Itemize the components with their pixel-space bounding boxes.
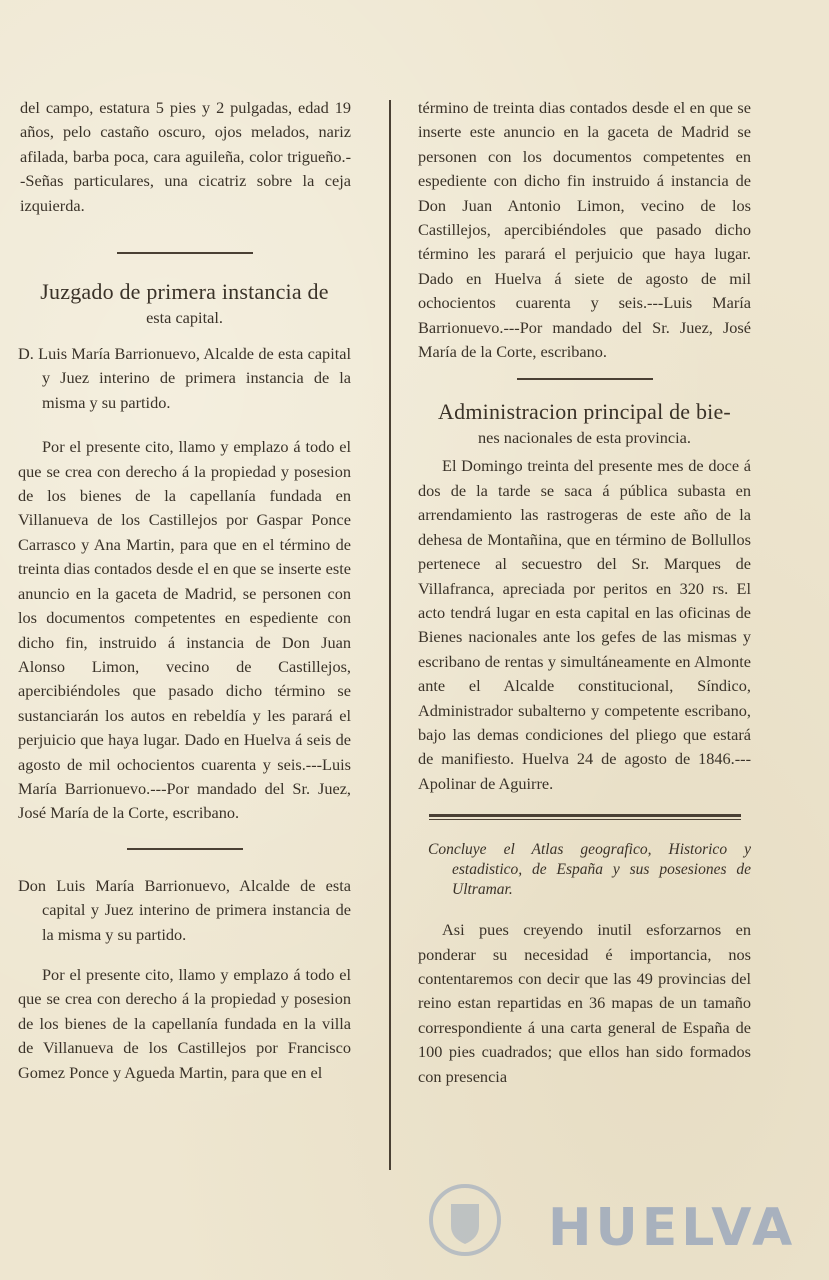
- double-rule: [418, 814, 751, 820]
- double-rule-bottom: [429, 819, 741, 820]
- library-seal-icon: [425, 1180, 525, 1260]
- section1-subheading: esta capital.: [146, 308, 223, 328]
- notice1-header: D. Luis María Barrionuevo, Alcalde de esta capital y Juez interino de primera instancia de la misma y su partido.: [18, 344, 351, 412]
- right-column: [418, 96, 751, 1089]
- left-column: [18, 96, 351, 1085]
- notice2-header: Don Luis María Barrionuevo, Alcalde de esta capital y Juez interino de primera instancia de la misma y su partido.: [18, 875, 351, 944]
- section-divider: [117, 252, 253, 254]
- watermark-text: HUELVA: [548, 1198, 797, 1258]
- atlas-heading: Concluye el Atlas geografico, Historico y estadistico, de España y sus posesiones de Ultramar.: [428, 841, 751, 899]
- auction-paragraph: El Domingo treinta del presente mes de doce á dos de la tarde se saca á pública subasta en arrendamiento las rastrogeras de este año de la dehesa de Montañina, que en término de Bollullos pertenece al secuestro del Sr. Marques de Villafranca, apreciada por peritos en 320 rs. El acto tendrá lugar en esta capital en las oficinas de Bienes nacionales ante los gefes de las mismas y escribano de rentas y simultáneamente en Almonte ante el Alcalde constitucional, Síndico, Administrador subalterno y competente escribano, bajo las demas condiciones del pliego que estará de manifiesto. Huelva 24 de agosto de 1846.---Apolinar de Aguirre.: [418, 456, 751, 793]
- section2-subheading: nes nacionales de esta provincia.: [478, 428, 691, 448]
- section-divider: [517, 378, 653, 380]
- double-rule-top: [429, 814, 741, 817]
- section2-heading: Administracion principal de bie-: [438, 399, 731, 425]
- notice1-body: Por el presente cito, llamo y emplazo á todo el que se crea con derecho á la propiedad y posesion de los bienes de la capellanía fundada en Villanueva de los Castillejos por Gaspar Ponce Carrasco y Ana Martin, para que en el término de treinta dias contados desde el en que se inserte este anuncio en la gaceta de Madrid, se personen con los documentos competentes en espediente con dicho fin, instruido á instancia de Don Juan Alonso Limon, vecino de Castillejos, apercibiéndoles que pasado dicho término se sustanciarán los autos en rebeldía y les parará el perjuicio que haya lugar. Dado en Huelva á seis de agosto de mil ochocientos cuarenta y seis.---Luis María Barrionuevo.---Por mandado del Sr. Juez, José María de la Corte, escribano.: [18, 437, 351, 823]
- intro-paragraph: del campo, estatura 5 pies y 2 pulgadas, edad 19 años, pelo castaño oscuro, ojos melados, nariz afilada, barba poca, cara aguileña, color trigueño.--Señas particulares, una cicatriz sobre la ceja izquierda.: [20, 98, 351, 215]
- atlas-paragraph: Asi pues creyendo inutil esforzarnos en ponderar su necesidad é importancia, nos contentaremos con decir que las 49 provincias del reino estan repartidas en 36 mapas de un tamaño correspondiente á una carta general de España de 100 pies cuadrados; que ellos han sido formados con presencia: [418, 920, 751, 1086]
- notice-divider: [127, 848, 243, 850]
- notice2-body: Por el presente cito, llamo y emplazo á todo el que se crea con derecho á la propiedad y posesion de los bienes de la capellanía fundada en la villa de Villanueva de los Castillejos por Francisco Gomez Ponce y Agueda Martin, para que en el: [18, 964, 351, 1082]
- column-divider: [389, 100, 391, 1170]
- continuation-paragraph: término de treinta dias contados desde el en que se inserte este anuncio en la gaceta de Madrid se personen con los documentos competentes en espediente con dicho fin instruido á instancia de Don Juan Antonio Limon, vecino de los Castillejos, apercibiéndoles que pasado dicho término les parará el perjuicio que haya lugar. Dado en Huelva á siete de agosto de mil ochocientos cuarenta y seis.---Luis María Barrionuevo.---Por mandado del Sr. Juez, José María de la Corte, escribano.: [418, 98, 751, 362]
- section1-heading: Juzgado de primera instancia de: [40, 279, 329, 305]
